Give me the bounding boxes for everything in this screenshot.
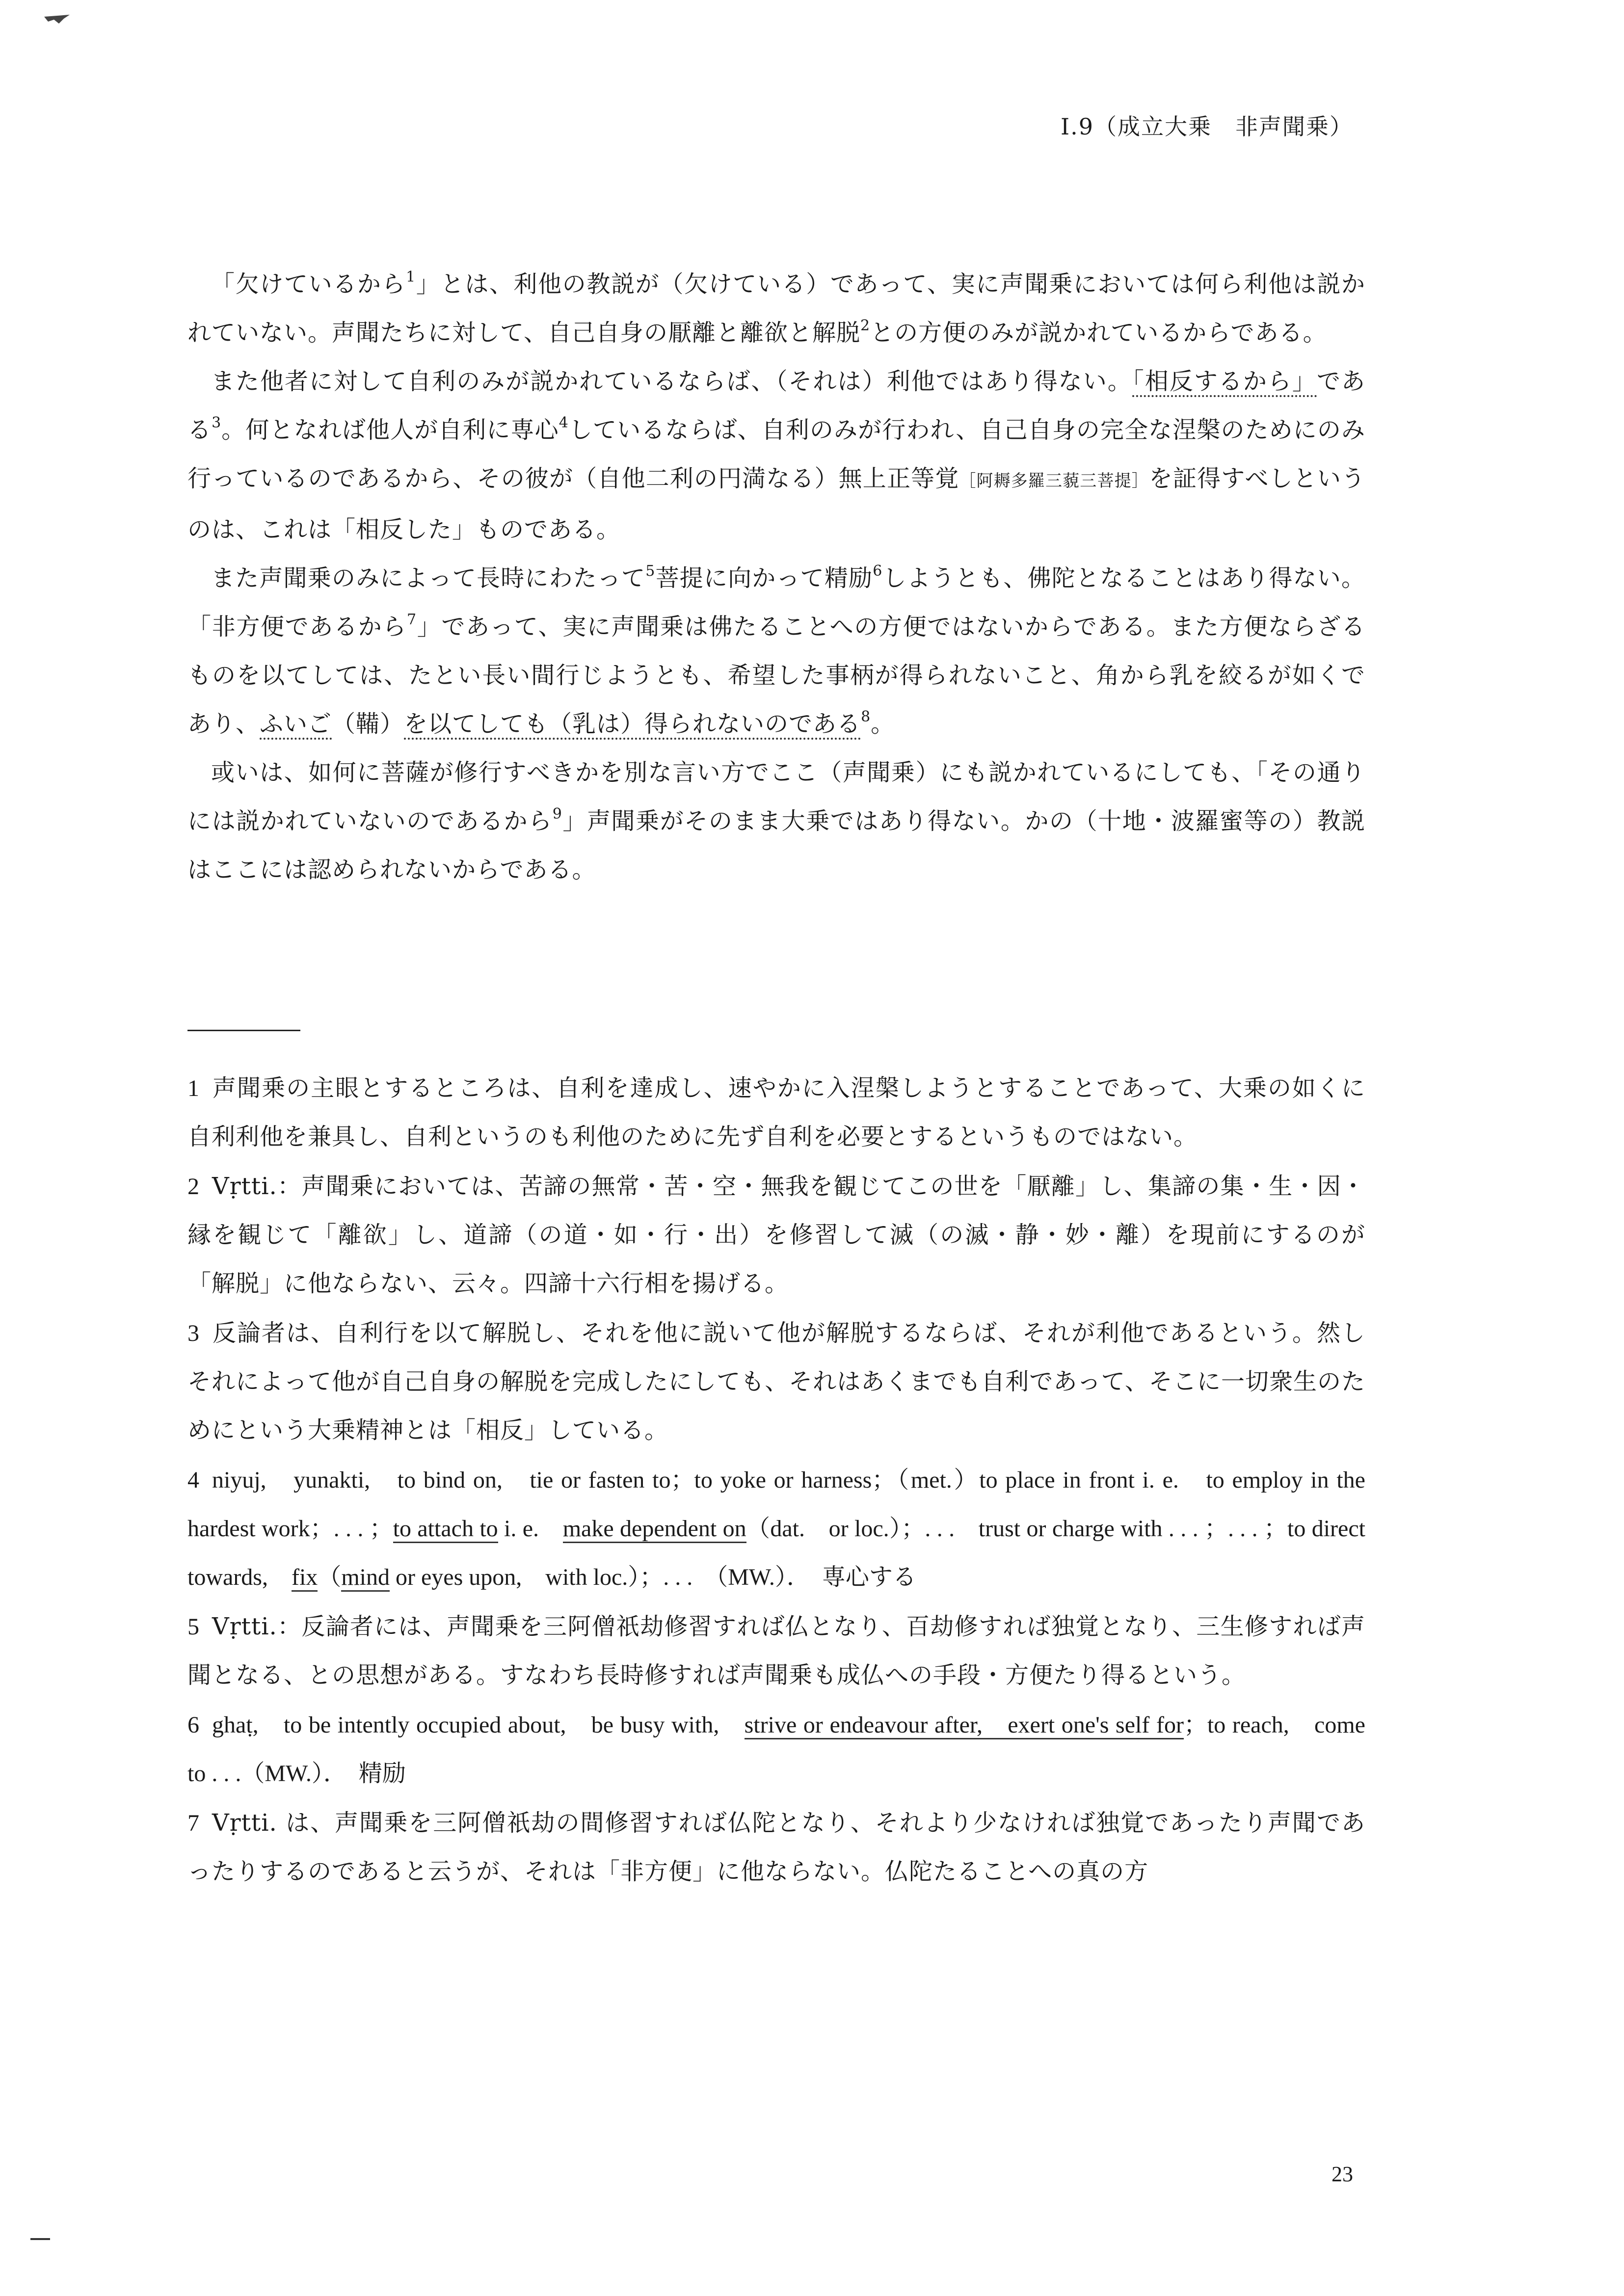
paragraph-3 bbox=[187, 554, 1365, 748]
footnote-number: 7 bbox=[187, 1810, 199, 1836]
footnote-6 bbox=[187, 1701, 1365, 1798]
scan-edge-mark bbox=[30, 2238, 50, 2240]
footnote-text: ；to reach, come to . . .（MW.）． 精励 bbox=[187, 1712, 1365, 1787]
text-run: 。 bbox=[871, 710, 895, 738]
text-run: である bbox=[187, 368, 1365, 444]
word-dotted: ふいご bbox=[260, 710, 332, 740]
footnote-text: Vṛtti.：声聞乗においては、苦諦の無常・苦・空・無我を観じてこの世を「厭離」し、集諦の集・生・因・縁を観じて「離欲」し、道諦（の道・如・行・出）を修習して滅（の滅・静・妙・離）を現前にするのが「解脱」に他ならない、云々。四諦十六行相を揚げる。 bbox=[187, 1173, 1365, 1297]
footnote-text: 声聞乗の主眼とするところは、自利を達成し、速やかに入涅槃しようとすることであって、大乗の如くに自利利他を兼具し、自利というのも利他のために先ず自利を必要とするというものではない。 bbox=[187, 1074, 1365, 1150]
footnote-ref-9[interactable]: 9 bbox=[552, 805, 562, 823]
text-run: しようとも、佛陀となることはあり得ない。「非方便であるから bbox=[187, 564, 1365, 641]
text-run: 」とは、利他の教説が（欠けている）であって、実に声聞乗においては何ら利他は説かれていない。声聞たちに対して、自己自身の厭離と離欲と解脱 bbox=[187, 270, 1365, 347]
page-number: 23 bbox=[1331, 2162, 1353, 2186]
footnote-number: 5 bbox=[187, 1614, 199, 1640]
text-run: しているならば、自利のみが行われ、自己自身の完全な涅槃のためにのみ行っているのであるから、その彼が（自他二利の円満なる）無上正等覚 bbox=[187, 416, 1365, 492]
gloss-small: ［阿耨多羅三藐三菩提］ bbox=[959, 471, 1149, 491]
footnote-ref-4[interactable]: 4 bbox=[559, 414, 569, 431]
footnote-text: （dat. or loc.）；. . . trust or charge with . . . ；. . . ；to direct towards, bbox=[187, 1516, 1365, 1590]
paragraph-2 bbox=[187, 357, 1365, 554]
footnote-separator bbox=[187, 1030, 300, 1031]
footnote-text: Vṛtti. は、声聞乗を三阿僧祇劫の間修習すれば仏陀となり、それより少なければ独覚であったり声聞であったりするのであると云うが、それは「非方便」に他ならない。仏陀たることへの真の方 bbox=[187, 1809, 1365, 1885]
footnote-number: 1 bbox=[187, 1075, 199, 1101]
text-run: 」声聞乗がそのまま大乗ではあり得ない。かの（十地・波羅蜜等の）教説はここには認められないからである。 bbox=[187, 807, 1365, 883]
footnotes bbox=[187, 1064, 1365, 1897]
footnote-ref-8[interactable]: 8 bbox=[861, 708, 871, 725]
phrase-dotted: を以てしても（乳は）得られないのである bbox=[404, 710, 861, 740]
footnote-text: or eyes upon, with loc.）；. . . （MW.）． 専心する bbox=[390, 1564, 916, 1590]
text-run: 菩提に向かって精励 bbox=[655, 564, 873, 592]
quoted-phrase-dotted: 「相反するから」 bbox=[1132, 368, 1317, 397]
footnote-1 bbox=[187, 1064, 1365, 1161]
text-run: 」であって、実に声聞乗は佛たることへの方便ではないからである。また方便ならざるものを以てしては、たとい長い間行じようとも、希望した事柄が得られないこと、角から乳を絞るが如くであり、 bbox=[187, 613, 1365, 738]
footnote-5 bbox=[187, 1602, 1365, 1700]
footnote-ref-2[interactable]: 2 bbox=[860, 317, 871, 334]
footnote-number: 3 bbox=[187, 1320, 199, 1346]
footnote-ref-5[interactable]: 5 bbox=[645, 562, 656, 580]
footnote-3 bbox=[187, 1309, 1365, 1455]
footnote-7 bbox=[187, 1799, 1365, 1896]
text-run: 。何となれば他人が自利に専心 bbox=[221, 416, 559, 444]
footnote-2 bbox=[187, 1162, 1365, 1308]
footnote-number: 4 bbox=[187, 1467, 199, 1493]
running-header: I.9（成立大乗 非声聞乗） bbox=[1060, 113, 1353, 140]
footnote-text: niyuj, yunakti, to bind on, tie or fasten to；to yoke or harness；（met.）to place in front i. e. to employ in the hardest work；. . . ； bbox=[187, 1467, 1365, 1542]
main-body bbox=[187, 260, 1365, 894]
footnote-ref-3[interactable]: 3 bbox=[212, 414, 222, 431]
text-run: 「欠けているから bbox=[211, 270, 406, 298]
scan-corner-mark bbox=[44, 15, 70, 24]
footnote-number: 2 bbox=[187, 1174, 199, 1200]
text-run: 或いは、如何に菩薩が修行すべきかを別な言い方でここ（声聞乗）にも説かれているにしても、「その通りには説かれていないのであるから bbox=[187, 759, 1365, 835]
underlined-phrase: mind bbox=[341, 1564, 390, 1592]
footnote-ref-6[interactable]: 6 bbox=[873, 562, 883, 580]
footnote-ref-7[interactable]: 7 bbox=[406, 611, 417, 628]
text-run: また他者に対して自利のみが説かれているならば、（それは）利他ではあり得ない。 bbox=[211, 368, 1132, 395]
footnote-text: （ bbox=[318, 1564, 342, 1590]
paragraph-4 bbox=[187, 748, 1365, 894]
text-run: （鞴） bbox=[332, 710, 404, 738]
underlined-phrase: fix bbox=[292, 1564, 318, 1592]
text-run: との方便のみが説かれているからである。 bbox=[870, 319, 1327, 347]
footnote-text: ghaṭ, to be intently occupied about, be busy with, bbox=[212, 1712, 745, 1738]
text-run: また声聞乗のみによって長時にわたって bbox=[211, 564, 646, 592]
text-run: を証得すべしというのは、これは「相反した」ものである。 bbox=[187, 465, 1365, 543]
footnote-text: Vṛtti.：反論者には、声聞乗を三阿僧祇劫修習すれば仏となり、百劫修すれば独覚となり、三生修すれば声聞となる、との思想がある。すなわち長時修すれば声聞乗も成仏への手段・方便たり得るという。 bbox=[187, 1613, 1365, 1689]
footnote-4 bbox=[187, 1456, 1365, 1602]
footnote-ref-1[interactable]: 1 bbox=[406, 268, 416, 286]
underlined-phrase: to attach to bbox=[393, 1516, 498, 1543]
footnote-text: i. e. bbox=[498, 1516, 563, 1542]
underlined-phrase: strive or endeavour after, exert one's self for bbox=[745, 1712, 1184, 1739]
footnote-text: 反論者は、自利行を以て解脱し、それを他に説いて他が解脱するならば、それが利他であるという。然しそれによって他が自己自身の解脱を完成したにしても、それはあくまでも自利であって、そこに一切衆生のためにという大乗精神とは「相反」している。 bbox=[187, 1319, 1365, 1444]
footnote-number: 6 bbox=[187, 1712, 199, 1738]
paragraph-1 bbox=[187, 260, 1365, 357]
underlined-phrase: make dependent on bbox=[563, 1516, 746, 1543]
